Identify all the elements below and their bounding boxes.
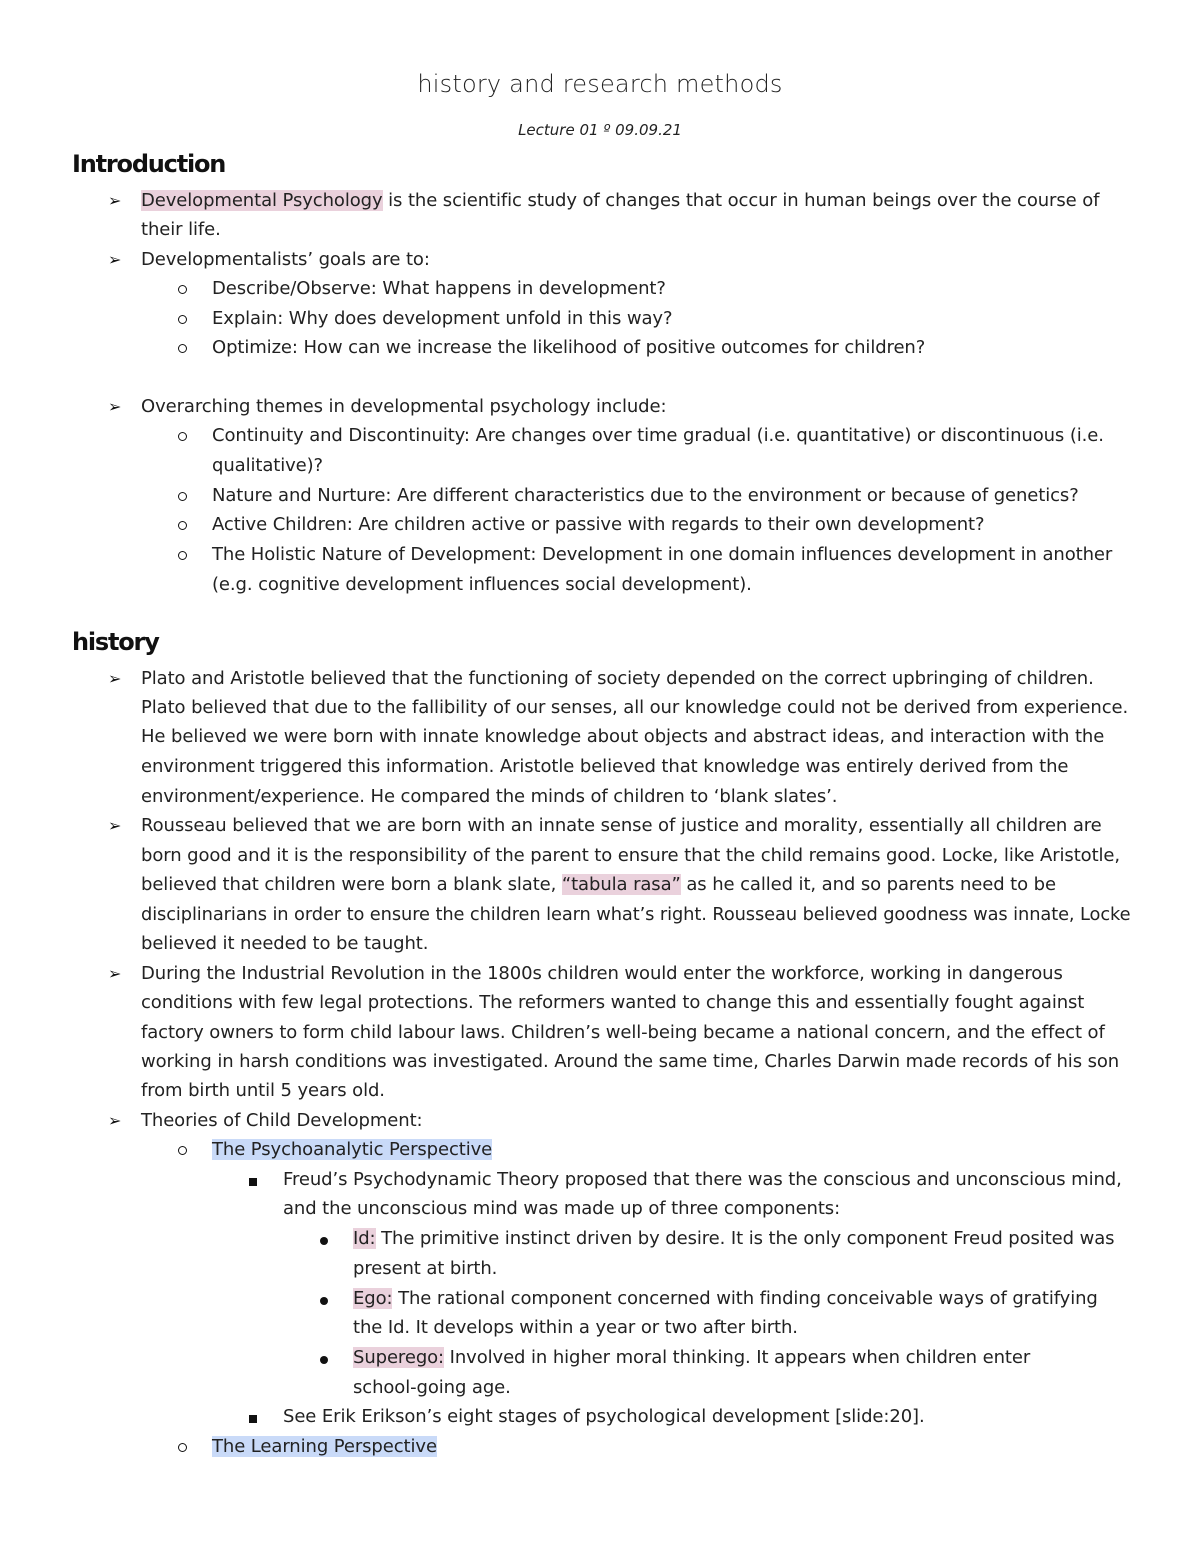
lecture-date: Lecture 01 º 09.09.21: [518, 121, 682, 139]
list-item-continuation: factory owners to form child labour laws. Children’s well-being became a national concern, and the effect of: [141, 1022, 1105, 1043]
sub-list-item: Continuity and Discontinuity: Are changes over time gradual (i.e. quantitative) or discontinuous (i.e.: [212, 425, 1104, 446]
arrow-bullet-icon: ➢: [108, 1111, 122, 1130]
component-item-id: Id: The primitive instinct driven by desire. It is the only component Freud posited was: [353, 1228, 1115, 1249]
sub-list-item-continuation: (e.g. cognitive development influences social development).: [212, 574, 752, 595]
sub-list-item: Describe/Observe: What happens in development?: [212, 278, 666, 299]
circle-bullet-icon: [178, 1146, 187, 1155]
component-item-continuation: school-going age.: [353, 1377, 511, 1398]
highlight-term: Id:: [353, 1228, 376, 1249]
component-item-ego: Ego: The rational component concerned with finding conceivable ways of gratifying: [353, 1288, 1098, 1309]
list-item-continuation: believed it needed to be taught.: [141, 933, 429, 954]
circle-bullet-icon: [178, 285, 187, 294]
arrow-bullet-icon: ➢: [108, 669, 122, 688]
list-item-continuation: He believed we were born with innate knowledge about objects and abstract ideas, and interaction with the: [141, 726, 1105, 747]
list-item: Plato and Aristotle believed that the functioning of society depended on the correct upbringing of children.: [141, 668, 1094, 689]
circle-bullet-icon: [178, 1443, 187, 1452]
circle-bullet-icon: [178, 344, 187, 353]
sub-sub-list-item: See Erik Erikson’s eight stages of psychological development [slide:20].: [283, 1406, 925, 1427]
heading-history: history: [72, 628, 159, 656]
sub-sub-list-item: Freud’s Psychodynamic Theory proposed that there was the conscious and unconscious mind,: [283, 1169, 1122, 1190]
list-item: Overarching themes in developmental psychology include:: [141, 396, 667, 417]
sub-sub-list-item-continuation: and the unconscious mind was made up of three components:: [283, 1198, 841, 1219]
heading-introduction: Introduction: [72, 150, 226, 178]
list-item-continuation: working in harsh conditions was investigated. Around the same time, Charles Darwin made records of his son: [141, 1051, 1120, 1072]
list-item-continuation: born good and it is the responsibility of the parent to ensure that the child remains good. Locke, like Aristotle,: [141, 845, 1121, 866]
circle-bullet-icon: [178, 432, 187, 441]
highlight-perspective: The Psychoanalytic Perspective: [212, 1139, 493, 1160]
list-item-continuation: their life.: [141, 219, 221, 240]
list-item-continuation: Plato believed that due to the fallibility of our senses, all our knowledge could not be derived from experience.: [141, 697, 1129, 718]
square-bullet-icon: [249, 1178, 257, 1186]
sub-list-item: Nature and Nurture: Are different characteristics due to the environment or because of genetics?: [212, 485, 1079, 506]
highlight-term: Ego:: [353, 1288, 393, 1309]
list-item-continuation: environment triggered this information. Aristotle believed that knowledge was entirely derived from the: [141, 756, 1069, 777]
sub-list-item-continuation: qualitative)?: [212, 455, 324, 476]
circle-bullet-icon: [178, 315, 187, 324]
sub-list-item: [212, 1135, 492, 1165]
list-item: Developmental Psychology is the scientific study of changes that occur in human beings over the course of: [141, 190, 1100, 211]
component-item-continuation: present at birth.: [353, 1258, 498, 1279]
sub-list-item: Optimize: How can we increase the likelihood of positive outcomes for children?: [212, 337, 926, 358]
list-item: During the Industrial Revolution in the 1800s children would enter the workforce, working in dangerous: [141, 963, 1063, 984]
circle-bullet-icon: [178, 521, 187, 530]
highlight-term: “tabula rasa”: [561, 874, 681, 895]
list-item: Theories of Child Development:: [141, 1110, 423, 1131]
list-item-continuation: environment/experience. He compared the minds of children to ‘blank slates’.: [141, 786, 838, 807]
list-item-continuation: disciplinarians in order to ensure the children learn what’s right. Rousseau believed goodness was innate, Locke: [141, 904, 1131, 925]
sub-list-item: The Holistic Nature of Development: Development in one domain influences development in another: [212, 544, 1113, 565]
sub-list-item: [212, 1432, 437, 1462]
circle-bullet-icon: [178, 551, 187, 560]
dot-bullet-icon: [320, 1297, 328, 1305]
arrow-bullet-icon: ➢: [108, 191, 122, 210]
component-item-superego: Superego: Involved in higher moral thinking. It appears when children enter: [353, 1347, 1031, 1368]
document-title: history and research methods: [417, 70, 783, 98]
arrow-bullet-icon: ➢: [108, 816, 122, 835]
list-item-continuation: from birth until 5 years old.: [141, 1080, 385, 1101]
highlight-term: Superego:: [353, 1347, 445, 1368]
sub-list-item: Active Children: Are children active or passive with regards to their own development?: [212, 514, 985, 535]
arrow-bullet-icon: ➢: [108, 250, 122, 269]
circle-bullet-icon: [178, 492, 187, 501]
dot-bullet-icon: [320, 1356, 328, 1364]
square-bullet-icon: [249, 1415, 257, 1423]
list-item: Developmentalists’ goals are to:: [141, 249, 430, 270]
list-item: Rousseau believed that we are born with an innate sense of justice and morality, essentially all children are: [141, 815, 1102, 836]
dot-bullet-icon: [320, 1237, 328, 1245]
highlight-term: Developmental Psychology: [141, 190, 383, 211]
component-item-continuation: the Id. It develops within a year or two after birth.: [353, 1317, 798, 1338]
highlight-perspective: The Learning Perspective: [212, 1436, 437, 1457]
list-item-continuation: conditions with few legal protections. The reformers wanted to change this and essentially fought against: [141, 992, 1085, 1013]
sub-list-item: Explain: Why does development unfold in this way?: [212, 308, 673, 329]
arrow-bullet-icon: ➢: [108, 397, 122, 416]
list-item-continuation: believed that children were born a blank slate, “tabula rasa” as he called it, and so parents need to be: [141, 874, 1056, 895]
arrow-bullet-icon: ➢: [108, 964, 122, 983]
